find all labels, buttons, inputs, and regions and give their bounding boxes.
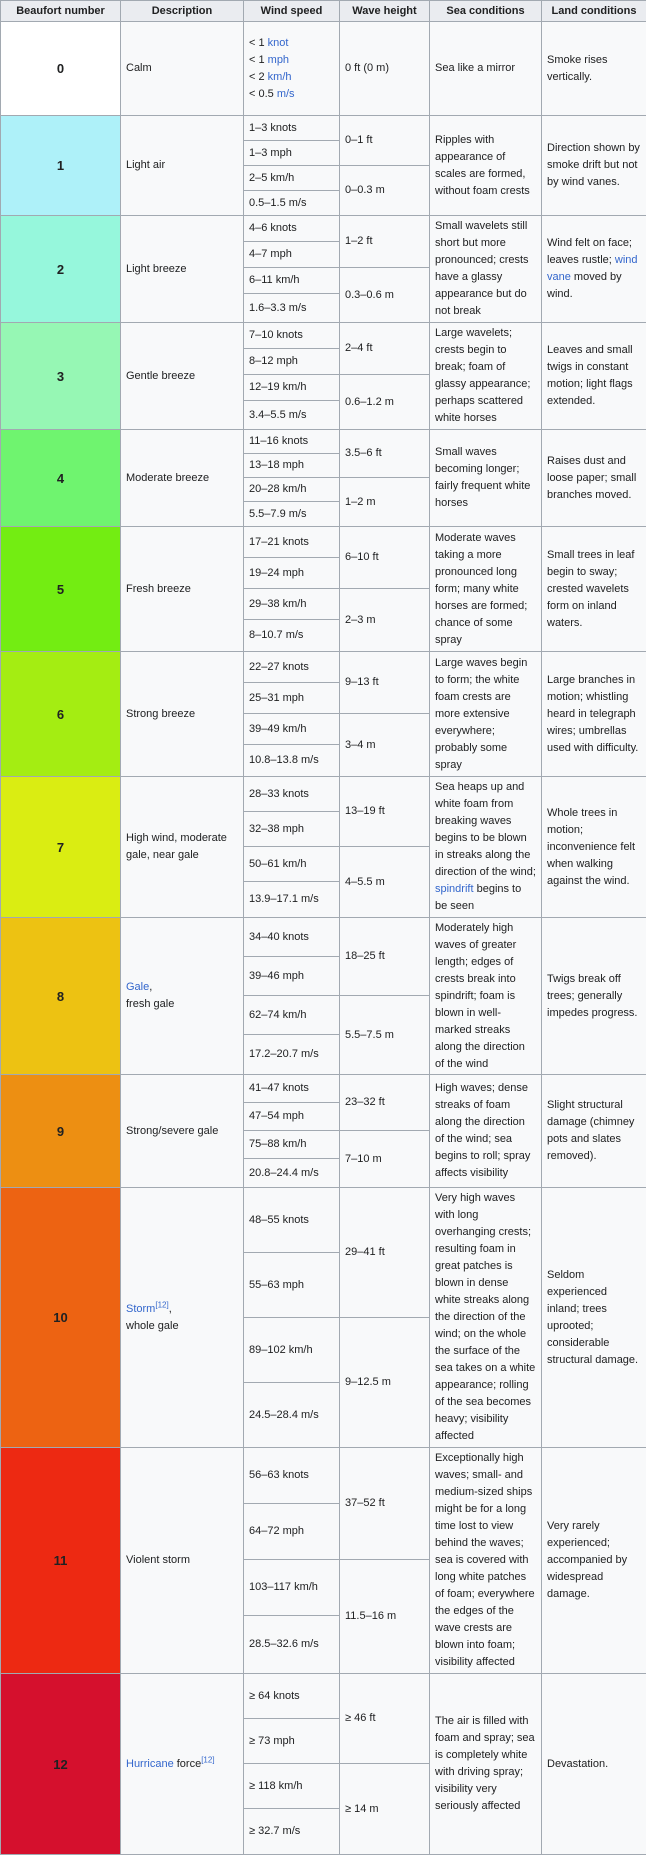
header-wind-speed[interactable]: Wind speed [244,1,340,22]
wind-speed-ms-cell: 20.8–24.4 m/s [244,1159,340,1188]
wave-height-ft-cell: 1–2 ft [340,216,430,268]
header-land-conditions[interactable]: Land conditions [542,1,646,22]
wind-speed-text: < 1 [249,36,268,49]
description-cell [121,1674,244,1855]
wave-height-m-cell: 0.3–0.6 m [340,268,430,323]
beaufort-number-cell: 1 [1,116,121,216]
cell-text: moved by wind. [547,271,622,300]
description-cell: Storm[12], whole gale [121,1188,244,1448]
wind-speed-ms-cell: 13.9–17.1 m/s [244,882,340,918]
description-text: force [173,1757,202,1770]
sea-conditions-cell [430,777,542,918]
sea-conditions-cell: Very high waves with long overhanging crests; resulting foam in great patches is blown in dense white streaks along the direction of the wind; on the whole the surface of the sea takes on a white appearance; rolling of the sea becomes heavy; visibility affected [430,1188,542,1448]
description-link[interactable]: Hurricane [126,1757,174,1770]
wave-height-m-cell: 9–12.5 m [340,1318,430,1448]
description-cell: High wind, moderate gale, near gale [121,777,244,918]
wind-speed-knots-cell: 34–40 knots [244,918,340,957]
land-conditions-cell: Small trees in leaf begin to sway; crested wavelets form on inland waters. [542,527,646,652]
wind-speed-kmh-cell: 103–117 km/h [244,1560,340,1616]
sea-conditions-cell: The air is filled with foam and spray; sea is completely white with driving spray; visibility very seriously affected [430,1674,542,1855]
kmh-link[interactable]: km/h [267,70,292,83]
wave-height-m-cell: 4–5.5 m [340,847,430,918]
beaufort-number-cell: 8 [1,918,121,1075]
beaufort-number-cell: 11 [1,1448,121,1674]
header-description[interactable]: Description [121,1,244,22]
mph-link[interactable]: mph [267,53,290,66]
wind-speed-mph-cell: 47–54 mph [244,1103,340,1131]
sea-conditions-cell: Sea like a mirror [430,22,542,116]
wind-speed-kmh-cell: 6–11 km/h [244,268,340,294]
wind-speed-kmh-cell: 75–88 km/h [244,1131,340,1159]
land-conditions-cell: Smoke rises vertically. [542,22,646,116]
beaufort-number-cell: 9 [1,1075,121,1188]
table-row [1,1674,646,1719]
wind-speed-ms-cell: 1.6–3.3 m/s [244,294,340,323]
description-text: fresh gale [126,998,175,1010]
knot-link[interactable]: knot [267,36,289,49]
wind-speed-kmh-cell: 89–102 km/h [244,1318,340,1383]
description-cell: Gale, fresh gale [121,918,244,1075]
description-link[interactable]: Storm [126,1302,156,1315]
cell-text: begins to be seen [435,883,522,912]
description-link[interactable]: Gale [126,981,150,993]
wind-speed-knots-cell: 22–27 knots [244,652,340,683]
wave-height-m-cell: 1–2 m [340,478,430,527]
spindrift-link[interactable]: spindrift [435,883,474,895]
description-cell: Light breeze [121,216,244,323]
wind-speed-text: < 1 [249,53,268,66]
beaufort-number-cell: 6 [1,652,121,777]
wind-speed-mph-cell: 39–46 mph [244,957,340,996]
wind-speed-ms-cell: 28.5–32.6 m/s [244,1616,340,1674]
sea-conditions-cell: Moderately high waves of greater length; edges of crests break into spindrift; foam is blown in well-marked streaks along the direction of the wind [430,918,542,1075]
land-conditions-cell: Devastation. [542,1674,646,1855]
wave-height-m-cell: 3–4 m [340,714,430,777]
land-conditions-cell: Leaves and small twigs in constant motion; light flags extended. [542,323,646,430]
beaufort-number-cell: 7 [1,777,121,918]
wave-height-ft-cell: ≥ 46 ft [340,1674,430,1764]
wind-speed-mph-cell: ≥ 73 mph [244,1719,340,1764]
wind-speed-knots-cell: ≥ 64 knots [244,1674,340,1719]
land-conditions-cell: Whole trees in motion; inconvenience felt when walking against the wind. [542,777,646,918]
ms-link[interactable]: m/s [276,87,295,100]
header-sea-conditions[interactable]: Sea conditions [430,1,542,22]
beaufort-number-cell: 0 [1,22,121,116]
wind-speed-mph-cell: 4–7 mph [244,242,340,268]
wave-height-ft-cell: 37–52 ft [340,1448,430,1560]
wave-height-m-cell: 11.5–16 m [340,1560,430,1674]
wind-speed-knots-cell: 28–33 knots [244,777,340,812]
wind-speed-kmh-cell: 12–19 km/h [244,375,340,401]
reference-link[interactable]: [12] [155,1299,169,1309]
land-conditions-cell: Large branches in motion; whistling heard in telegraph wires; umbrellas used with difficulty. [542,652,646,777]
wave-height-m-cell: 5.5–7.5 m [340,996,430,1075]
wind-speed-ms-cell: 5.5–7.9 m/s [244,502,340,527]
wind-speed-knots-cell: 1–3 knots [244,116,340,141]
table-row [1,652,646,683]
wind-speed-mph-cell: 64–72 mph [244,1504,340,1560]
description-cell: Violent storm [121,1448,244,1674]
table-row-calm [1,22,646,116]
header-row [1,1,646,22]
beaufort-number-cell: 4 [1,430,121,527]
sea-conditions-cell: Moderate waves taking a more pronounced long form; many white horses are formed; chance of some spray [430,527,542,652]
sea-conditions-cell: Large wavelets; crests begin to break; foam of glassy appearance; perhaps scattered white horses [430,323,542,430]
description-cell: Calm [121,22,244,116]
wave-height-ft-cell: 2–4 ft [340,323,430,375]
table-row [1,527,646,558]
beaufort-number-cell: 12 [1,1674,121,1855]
land-conditions-cell [542,216,646,323]
sea-conditions-cell: Large waves begin to form; the white foam crests are more extensive everywhere; probably some spray [430,652,542,777]
sea-conditions-cell: Exceptionally high waves; small- and medium-sized ships might be for a long time lost to view behind the waves; sea is covered with long white patches of foam; everywhere the edges of the wave crests are blown into foam; visibility affected [430,1448,542,1674]
beaufort-number-cell: 5 [1,527,121,652]
wave-height-ft-cell: 9–13 ft [340,652,430,714]
wind-speed-ms-cell: 0.5–1.5 m/s [244,191,340,216]
wave-height-ft-cell: 3.5–6 ft [340,430,430,478]
wave-height-m-cell: ≥ 14 m [340,1764,430,1855]
reference-link[interactable]: [12] [201,1754,215,1764]
header-beaufort-number[interactable]: Beaufort number [1,1,121,22]
description-cell: Light air [121,116,244,216]
table-row [1,1075,646,1103]
land-conditions-cell: Direction shown by smoke drift but not by wind vanes. [542,116,646,216]
wave-height-m-cell: 0–0.3 m [340,166,430,216]
wind-speed-text: < 0.5 [249,87,277,100]
wave-height-ft-cell: 23–32 ft [340,1075,430,1131]
description-cell: Gentle breeze [121,323,244,430]
table-row [1,918,646,957]
wind-speed-knots-cell: 11–16 knots [244,430,340,454]
wind-speed-text: < 2 [249,70,268,83]
table-row [1,777,646,812]
wind-speed-knots-cell: 56–63 knots [244,1448,340,1504]
wind-speed-cell [244,22,340,116]
wind-speed-kmh-cell: ≥ 118 km/h [244,1764,340,1809]
wind-speed-mph-cell: 1–3 mph [244,141,340,166]
table-row [1,216,646,242]
beaufort-number-cell: 3 [1,323,121,430]
description-cell: Strong breeze [121,652,244,777]
land-conditions-cell: Slight structural damage (chimney pots and slates removed). [542,1075,646,1188]
wind-speed-knots-cell: 48–55 knots [244,1188,340,1253]
wind-speed-mph-cell: 13–18 mph [244,454,340,478]
wave-height-ft-cell: 29–41 ft [340,1188,430,1318]
table-row [1,323,646,349]
wind-vane-link[interactable]: wind vane [547,254,638,283]
cell-text: Sea heaps up and white foam from breaking waves begins to be blown in streaks along the direction of the wind; [435,781,536,878]
land-conditions-cell: Raises dust and loose paper; small branches moved. [542,430,646,527]
wind-speed-knots-cell: 17–21 knots [244,527,340,558]
wind-speed-ms-cell: 8–10.7 m/s [244,620,340,652]
sea-conditions-cell: High waves; dense streaks of foam along the direction of the wind; sea begins to roll; spray affects visibility [430,1075,542,1188]
table-row [1,1448,646,1504]
wind-speed-ms-cell: 17.2–20.7 m/s [244,1035,340,1075]
wind-speed-mph-cell: 8–12 mph [244,349,340,375]
table-row [1,116,646,141]
wave-height-m-cell: 7–10 m [340,1131,430,1188]
wind-speed-knots-cell: 7–10 knots [244,323,340,349]
wind-speed-mph-cell: 25–31 mph [244,683,340,714]
wind-speed-ms-cell: ≥ 32.7 m/s [244,1809,340,1855]
wind-speed-mph-cell: 19–24 mph [244,558,340,589]
wind-speed-mph-cell: 55–63 mph [244,1253,340,1318]
wind-speed-kmh-cell: 50–61 km/h [244,847,340,882]
table-row [1,430,646,454]
description-text: whole gale [126,1319,179,1332]
beaufort-number-cell: 10 [1,1188,121,1448]
wind-speed-knots-cell: 41–47 knots [244,1075,340,1103]
description-cell: Fresh breeze [121,527,244,652]
wind-speed-ms-cell: 24.5–28.4 m/s [244,1383,340,1448]
land-conditions-cell: Very rarely experienced; accompanied by widespread damage. [542,1448,646,1674]
table-row [1,1188,646,1253]
sea-conditions-cell: Small wavelets still short but more pronounced; crests have a glassy appearance but do not break [430,216,542,323]
wind-speed-kmh-cell: 2–5 km/h [244,166,340,191]
sea-conditions-cell: Ripples with appearance of scales are formed, without foam crests [430,116,542,216]
land-conditions-cell: Seldom experienced inland; trees uprooted; considerable structural damage. [542,1188,646,1448]
wave-height-m-cell: 2–3 m [340,589,430,652]
wave-height-m-cell: 0.6–1.2 m [340,375,430,430]
cell-text: Wind felt on face; leaves rustle; [547,237,632,266]
wind-speed-kmh-cell: 29–38 km/h [244,589,340,620]
wind-speed-kmh-cell: 20–28 km/h [244,478,340,502]
wave-height-cell: 0 ft (0 m) [340,22,430,116]
header-wave-height[interactable]: Wave height [340,1,430,22]
description-cell: Strong/severe gale [121,1075,244,1188]
wind-speed-kmh-cell: 62–74 km/h [244,996,340,1035]
description-cell: Moderate breeze [121,430,244,527]
wind-speed-ms-cell: 10.8–13.8 m/s [244,745,340,777]
sea-conditions-cell: Small waves becoming longer; fairly frequent white horses [430,430,542,527]
beaufort-number-cell: 2 [1,216,121,323]
wind-speed-knots-cell: 4–6 knots [244,216,340,242]
land-conditions-cell: Twigs break off trees; generally impedes progress. [542,918,646,1075]
wave-height-ft-cell: 18–25 ft [340,918,430,996]
wave-height-ft-cell: 0–1 ft [340,116,430,166]
wind-speed-ms-cell: 3.4–5.5 m/s [244,401,340,430]
wave-height-ft-cell: 13–19 ft [340,777,430,847]
wave-height-ft-cell: 6–10 ft [340,527,430,589]
wind-speed-mph-cell: 32–38 mph [244,812,340,847]
wind-speed-kmh-cell: 39–49 km/h [244,714,340,745]
